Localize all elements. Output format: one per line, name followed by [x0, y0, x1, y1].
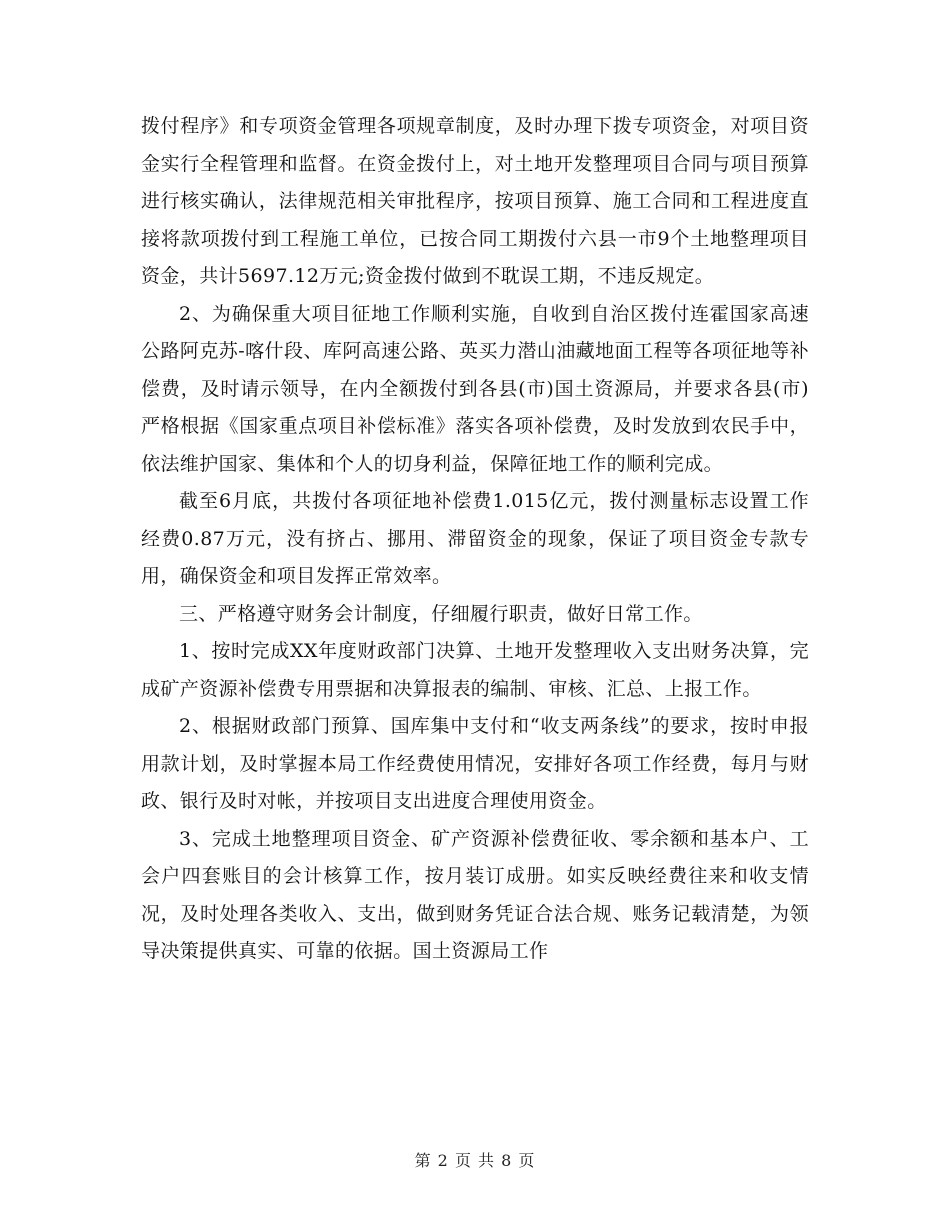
- paragraph-1: 拨付程序》和专项资金管理各项规章制度，及时办理下拨专项资金，对项目资金实行全程管理和监督。在资金拨付上，对土地开发整理项目合同与项目预算进行核实确认，法律规范相关审批程序，按项目预算、施工合同和工程进度直接将款项拨付到工程施工单位，已按合同工期拨付六县一市9个土地整理项目资金，共计5697.12万元;资金拨付做到不耽误工期，不违反规定。: [141, 115, 809, 287]
- paragraph-4: 1、按时完成XX年度财政部门决算、土地开发整理收入支出财务决算，完成矿产资源补偿费专用票据和决算报表的编制、审核、汇总、上报工作。: [141, 640, 809, 700]
- section-heading: 三、严格遵守财务会计制度，仔细履行职责，做好日常工作。: [179, 602, 703, 625]
- document-page: [141, 108, 809, 971]
- paragraph-5: 2、根据财政部门预算、国库集中支付和“收支两条线”的要求，按时申报用款计划，及时掌握本局工作经费使用情况，安排好各项工作经费，每月与财政、银行及时对帐，并按项目支出进度合理使用资金。: [141, 715, 809, 812]
- paragraph-3: 截至6月底，共拨付各项征地补偿费1.015亿元，拨付测量标志设置工作经费0.87万元，没有挤占、挪用、滞留资金的现象，保证了项目资金专款专用，确保资金和项目发挥正常效率。: [141, 490, 809, 587]
- paragraph-2: 2、为确保重大项目征地工作顺利实施，自收到自治区拨付连霍国家高速公路阿克苏-喀什段、库阿高速公路、英买力潜山油藏地面工程等各项征地等补偿费，及时请示领导，在内全额拨付到各县(市)国土资源局，并要求各县(市)严格根据《国家重点项目补偿标准》落实各项补偿费，及时发放到农民手中，依法维护国家、集体和个人的切身利益，保障征地工作的顺利完成。: [141, 302, 809, 475]
- paragraph-6: 3、完成土地整理项目资金、矿产资源补偿费征收、零余额和基本户、工会户四套账目的会计核算工作，按月装订成册。如实反映经费往来和收支情况，及时处理各类收入、支出，做到财务凭证合法合规、账务记载清楚，为领导决策提供真实、可靠的依据。国土资源局工作: [141, 827, 809, 962]
- page-footer: 第 2 页 共 8 页: [414, 1151, 536, 1170]
